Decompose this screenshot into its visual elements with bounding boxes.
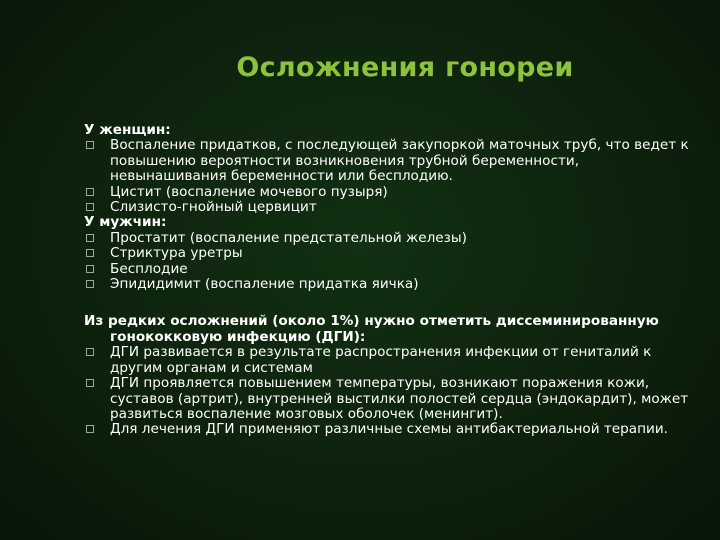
square-bullet-icon bbox=[86, 348, 94, 356]
men-item-1-text: Простатит (воспаление предстательной железы) bbox=[110, 229, 467, 246]
square-bullet-icon bbox=[86, 249, 94, 257]
women-item-1 bbox=[84, 138, 694, 184]
square-bullet-icon bbox=[86, 234, 94, 242]
square-bullet-icon bbox=[86, 188, 94, 196]
women-item-1-text: Воспаление придатков, с последующей закупоркой маточных труб, что ведет к повышению вероятности возникновения трубной беременности, невынашивания беременности или бесплодию. bbox=[110, 137, 689, 185]
men-item-1 bbox=[84, 231, 694, 246]
men-item-3-text: Бесплодие bbox=[110, 260, 188, 277]
square-bullet-icon bbox=[86, 265, 94, 273]
square-bullet-icon bbox=[86, 280, 94, 288]
rare-item-1 bbox=[84, 345, 694, 376]
slide-title: Осложнения гонореи bbox=[236, 52, 574, 83]
rare-item-3-text: Для лечения ДГИ применяют различные схемы антибактериальной терапии. bbox=[110, 421, 668, 438]
square-bullet-icon bbox=[86, 425, 94, 433]
rare-item-2 bbox=[84, 376, 694, 422]
men-item-3 bbox=[84, 262, 694, 277]
slide-content bbox=[84, 123, 694, 438]
men-item-4-text: Эпидидимит (воспаление придатка яичка) bbox=[110, 276, 419, 293]
women-item-3-text: Слизисто-гнойный цервицит bbox=[110, 199, 317, 216]
rare-item-2-text: ДГИ проявляется повышением температуры, возникают поражения кожи, суставов (артрит), внутренней выстилки полостей сердца (эндокардит), может развиться воспаление мозговых оболочек (менингит). bbox=[110, 375, 689, 422]
rare-item-3 bbox=[84, 422, 694, 437]
square-bullet-icon bbox=[86, 141, 94, 149]
women-item-3 bbox=[84, 200, 694, 215]
women-item-2 bbox=[84, 185, 694, 200]
square-bullet-icon bbox=[86, 203, 94, 211]
men-item-4 bbox=[84, 277, 694, 292]
men-item-2-text: Стриктура уретры bbox=[110, 245, 243, 262]
rare-item-1-text: ДГИ развивается в результате распространения инфекции от гениталий к другим органам и системам bbox=[110, 344, 652, 376]
men-heading: У мужчин: bbox=[84, 214, 167, 231]
men-item-2 bbox=[84, 246, 694, 261]
women-item-2-text: Цистит (воспаление мочевого пузыря) bbox=[110, 183, 388, 200]
women-heading: У женщин: bbox=[84, 122, 171, 138]
spacer bbox=[84, 292, 694, 314]
square-bullet-icon bbox=[86, 379, 94, 387]
rare-intro: Из редких осложнений (около 1%) нужно отметить диссеминированную гонококковую инфекцию (ДГИ): bbox=[84, 313, 659, 345]
